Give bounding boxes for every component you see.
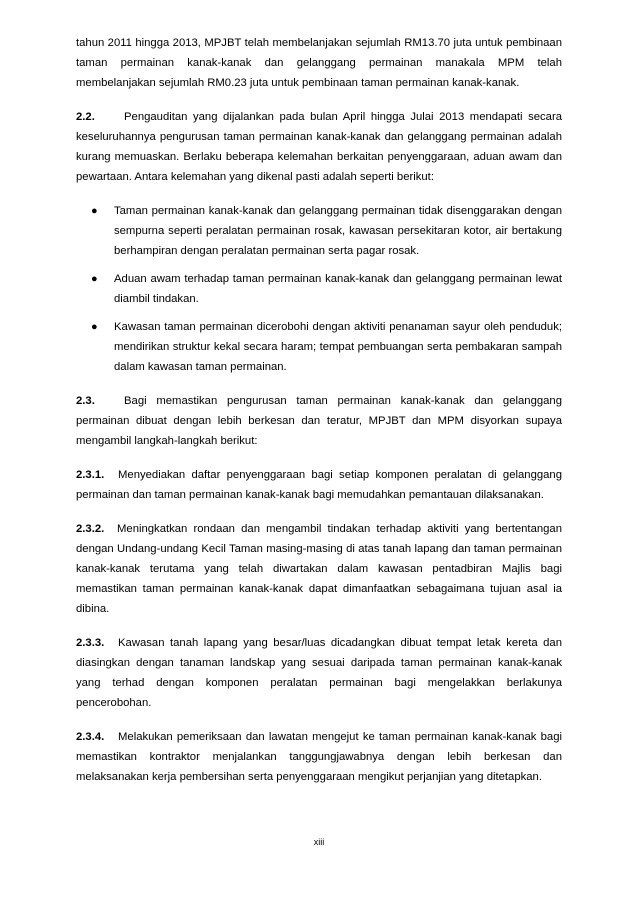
paragraph-2-3-2-text: Meningkatkan rondaan dan mengambil tindakan terhadap aktiviti yang bertentangan dengan Undang-undang Kecil Taman masing-masing di atas tanah lapang dan taman permainan kanak-kanak terutama yang telah diwartakan dalam kawasan pentadbiran Majlis bagi memastikan taman permainan kanak-kanak dapat dimanfaatkan sebagaimana tujuan asal ia dibina. [76, 523, 562, 615]
bullet-text: Kawasan taman permainan dicerobohi dengan aktiviti penanaman sayur oleh penduduk; mendirikan struktur kekal secara haram; tempat pembuangan serta pembakaran sampah dalam kawasan taman permainan. [114, 321, 562, 373]
paragraph-2-3-1 [76, 465, 562, 505]
paragraph-2-3-4 [76, 727, 562, 787]
paragraph-2-3-3 [76, 633, 562, 713]
section-number-2-3-1: 2.3.1. [76, 469, 105, 481]
bullet-icon: ● [91, 205, 98, 217]
paragraph-2-2 [76, 107, 562, 187]
intro-paragraph: tahun 2011 hingga 2013, MPJBT telah membelanjakan sejumlah RM13.70 juta untuk pembinaan taman permainan kanak-kanak dan gelanggang permainan manakala MPM telah membelanjakan sejumlah RM0.23 juta untuk pembinaan taman permainan kanak-kanak. [76, 37, 562, 89]
bullet-text: Aduan awam terhadap taman permainan kanak-kanak dan gelanggang permainan lewat diambil tindakan. [114, 273, 562, 305]
paragraph-2-3-text: Bagi memastikan pengurusan taman permainan kanak-kanak dan gelanggang permainan dibuat dengan lebih berkesan dan teratur, MPJBT dan MPM disyorkan supaya mengambil langkah-langkah berikut: [76, 395, 562, 447]
paragraph-2-3-4-text: Melakukan pemeriksaan dan lawatan mengejut ke taman permainan kanak-kanak bagi memastikan kontraktor menjalankan tanggungjawabnya dengan lebih berkesan dan melaksanakan kerja pembersihan serta penyenggaraan mengikut perjanjian yang ditetapkan. [76, 731, 562, 783]
section-number-2-3-2: 2.3.2. [76, 523, 105, 535]
page-number: xiii [313, 837, 325, 847]
section-number-2-2: 2.2. [76, 111, 95, 123]
list-item [76, 317, 562, 377]
paragraph-2-3-1-text: Menyediakan daftar penyenggaraan bagi setiap komponen peralatan di gelanggang permainan dan taman permainan kanak-kanak bagi memudahkan pemantauan dilaksanakan. [76, 469, 562, 501]
weakness-bullet-list [76, 201, 562, 377]
section-number-2-3-3: 2.3.3. [76, 637, 105, 649]
bullet-text: Taman permainan kanak-kanak dan gelanggang permainan tidak disenggarakan dengan sempurna seperti peralatan permainan rosak, kawasan persekitaran kotor, air bertakung berhampiran dengan peralatan permainan serta pagar rosak. [114, 205, 562, 257]
bullet-icon: ● [91, 321, 98, 333]
bullet-icon: ● [91, 273, 98, 285]
section-number-2-3-4: 2.3.4. [76, 731, 105, 743]
paragraph-2-2-text: Pengauditan yang dijalankan pada bulan April hingga Julai 2013 mendapati secara keseluruhannya pengurusan taman permainan kanak-kanak dan gelanggang permainan adalah kurang memuaskan. Berlaku beberapa kelemahan berkaitan penyenggaraan, aduan awam dan pewartaan. Antara kelemahan yang dikenal pasti adalah seperti berikut: [76, 111, 562, 183]
list-item [76, 201, 562, 261]
paragraph-2-3 [76, 391, 562, 451]
section-number-2-3: 2.3. [76, 395, 95, 407]
paragraph-2-3-3-text: Kawasan tanah lapang yang besar/luas dicadangkan dibuat tempat letak kereta dan diasingkan dengan tanaman landskap yang sesuai daripada taman permainan kanak-kanak yang terhad dengan komponen peralatan permainan bagi mengelakkan berlakunya pencerobohan. [76, 637, 562, 709]
paragraph-2-3-2 [76, 519, 562, 619]
document-body [76, 33, 562, 801]
list-item [76, 269, 562, 309]
